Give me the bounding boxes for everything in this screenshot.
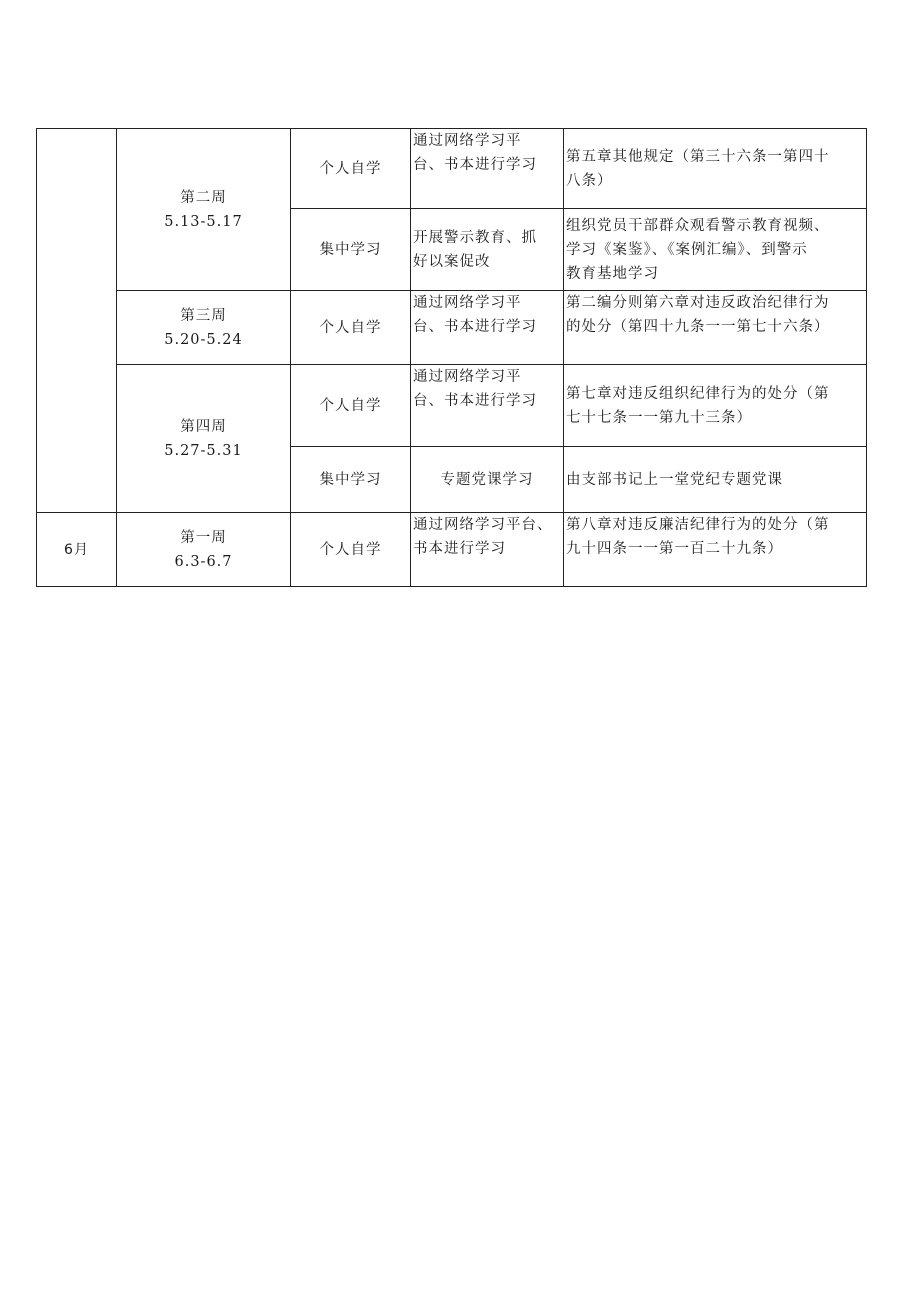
study-plan-table — [36, 128, 867, 587]
table-row — [37, 365, 867, 447]
study-mode: 个人自学 — [291, 513, 411, 587]
week-label: 第一周 — [180, 529, 227, 546]
week-label: 第四周 — [180, 418, 227, 435]
study-mode: 集中学习 — [291, 447, 411, 513]
week-label: 第二周 — [180, 189, 227, 206]
week-dates: 5.20-5.24 — [164, 331, 243, 348]
study-method: 通过网络学习平 台、书本进行学习 — [411, 291, 564, 365]
table-row — [37, 129, 867, 209]
week-cell — [117, 129, 291, 291]
study-mode: 个人自学 — [291, 365, 411, 447]
table-row — [37, 291, 867, 365]
study-mode: 集中学习 — [291, 209, 411, 291]
study-method: 通过网络学习平 台、书本进行学习 — [411, 129, 564, 209]
study-content: 第五章其他规定（第三十六条一第四十 八条） — [564, 129, 867, 209]
study-content: 第二编分则第六章对违反政治纪律行为 的处分（第四十九条一一第七十六条） — [564, 291, 867, 365]
month-cell-may — [37, 129, 117, 513]
study-content: 第八章对违反廉洁纪律行为的处分（第 九十四条一一第一百二十九条） — [564, 513, 867, 587]
week-cell — [117, 365, 291, 513]
table-row — [37, 513, 867, 587]
study-mode: 个人自学 — [291, 129, 411, 209]
study-method: 通过网络学习平 台、书本进行学习 — [411, 365, 564, 447]
study-method: 通过网络学习平台、 书本进行学习 — [411, 513, 564, 587]
week-dates: 6.3-6.7 — [174, 553, 233, 570]
week-cell — [117, 291, 291, 365]
study-method: 专题党课学习 — [411, 447, 564, 513]
week-dates: 5.27-5.31 — [164, 442, 243, 459]
month-cell-june: 6月 — [37, 513, 117, 587]
week-label: 第三周 — [180, 307, 227, 324]
study-mode: 个人自学 — [291, 291, 411, 365]
study-content: 由支部书记上一堂党纪专题党课 — [564, 447, 867, 513]
study-method: 开展警示教育、抓 好以案促改 — [411, 209, 564, 291]
week-dates: 5.13-5.17 — [164, 213, 243, 230]
study-content: 第七章对违反组织纪律行为的处分（第 七十七条一一第九十三条） — [564, 365, 867, 447]
week-cell — [117, 513, 291, 587]
study-content: 组织党员干部群众观看警示教育视频、 学习《案鉴》、《案例汇编》、到警示 教育基地学习 — [564, 209, 867, 291]
